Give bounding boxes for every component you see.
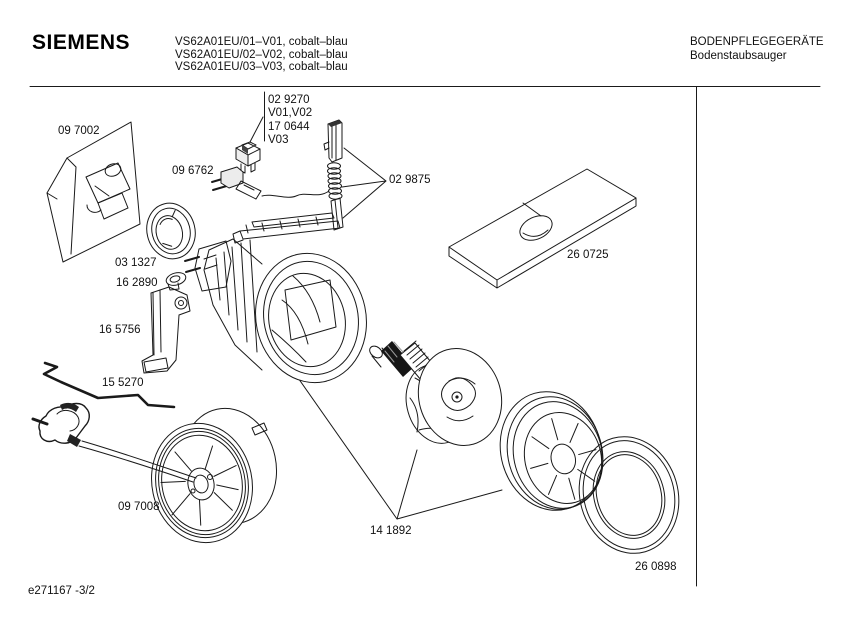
label-switch-variants-a: V01,V02 — [268, 107, 313, 120]
model-line-3: VS62A01EU/03–V03, cobalt–blau — [175, 61, 348, 74]
label-cable-reel: 09 7008 — [118, 501, 160, 513]
label-contact-set: 09 6762 — [172, 165, 214, 177]
label-bracket: 16 5756 — [99, 324, 141, 336]
label-switch-alt-number: 17 0644 — [268, 120, 310, 133]
cover-plate-drawing — [47, 122, 140, 262]
label-switch-number: 02 9270 — [268, 94, 310, 106]
category-title: BODENPFLEGEGERÄTE — [690, 36, 824, 48]
label-motor: 14 1892 — [370, 525, 412, 537]
label-switch-block — [268, 94, 312, 147]
motor-fan-drawing — [367, 339, 513, 456]
document-number: e271167 -3/2 — [28, 585, 95, 597]
exhaust-filter-drawing — [486, 380, 615, 523]
label-seal-ring: 26 0898 — [635, 561, 677, 573]
bracket-drawing — [142, 287, 190, 373]
label-wire-spring: 15 5270 — [102, 377, 144, 389]
model-line-2: VS62A01EU/02–V02, cobalt–blau — [175, 48, 348, 61]
cable-reel-drawing — [141, 399, 287, 552]
model-line-1: VS62A01EU/01–V01, cobalt–blau — [175, 36, 348, 48]
label-wheel: 03 1327 — [115, 257, 157, 269]
label-cover-plate: 09 7002 — [58, 125, 100, 137]
motor-housing-drawing — [185, 213, 378, 393]
siemens-logo: SIEMENS — [32, 31, 131, 54]
label-switch-variants-b: V03 — [268, 133, 289, 146]
switch-drawing — [236, 142, 260, 173]
product-subtitle: Bodenstaubsauger — [690, 49, 787, 62]
contact-set-drawing — [212, 167, 261, 199]
filter-plate-drawing — [449, 169, 636, 288]
label-filter-plate: 26 0725 — [567, 249, 609, 261]
label-spring-kit: 02 9875 — [389, 174, 431, 186]
label-clip: 16 2890 — [116, 277, 158, 289]
wheel-drawing — [141, 198, 201, 264]
